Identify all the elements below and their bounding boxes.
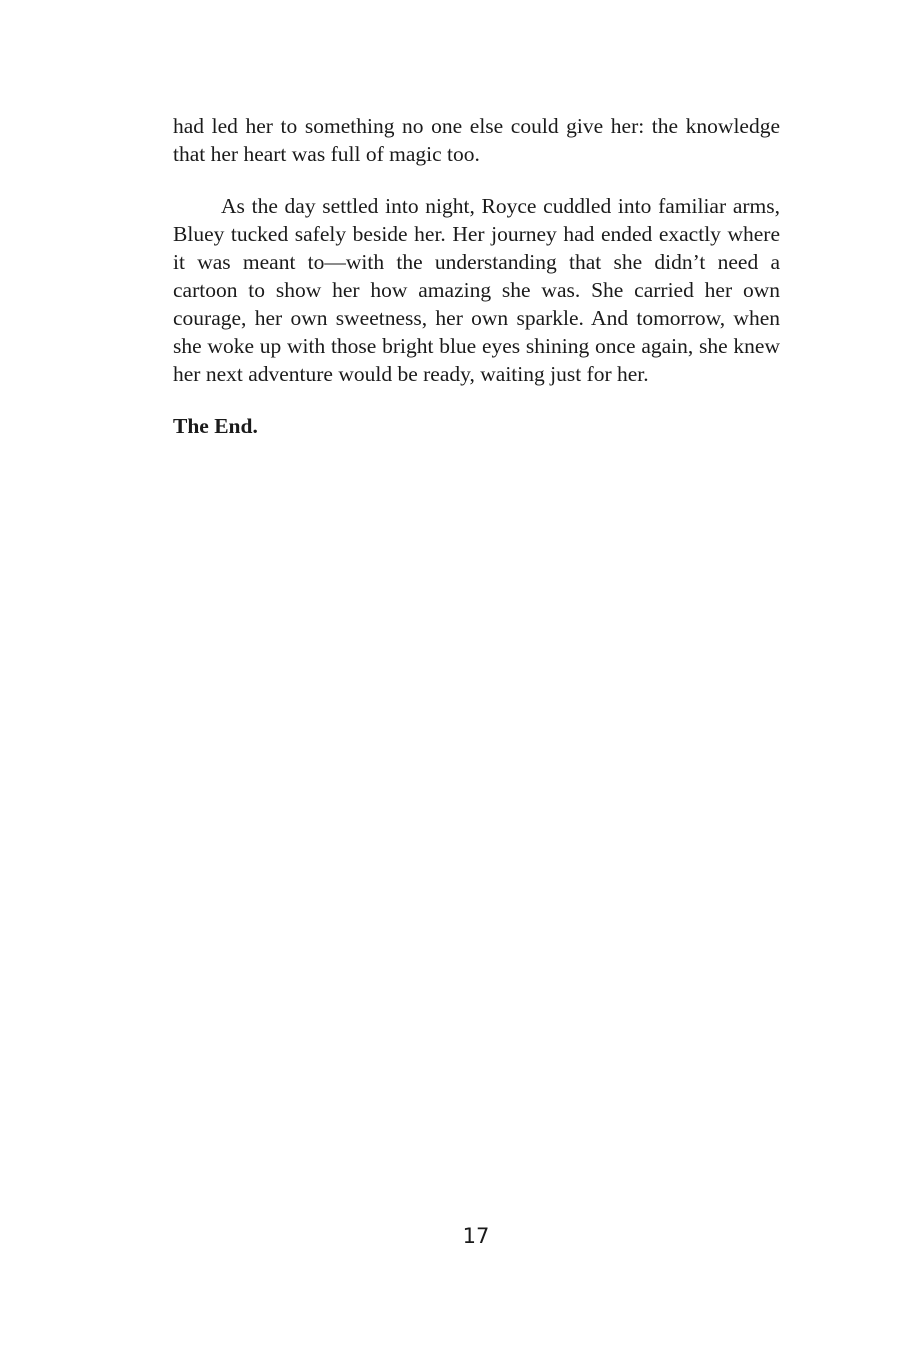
paragraph-closing: As the day settled into night, Royce cuddled into familiar arms, Bluey tucked safely beside her. Her journey had ended exactly where it was meant to—with the understanding that she didn’t need a cartoon to show her how amazing she was. She carried her own courage, her own sweetness, her own sparkle. And tomorrow, when she woke up with those bright blue eyes shining once again, she knew her next adventure would be ready, waiting just for her. <box>173 194 780 386</box>
page-number: 17 <box>462 1224 490 1248</box>
the-end-heading: The End. <box>173 414 258 438</box>
page-body <box>173 112 780 440</box>
paragraph-continuation: had led her to something no one else could give her: the knowledge that her heart was full of magic too. <box>173 114 780 166</box>
